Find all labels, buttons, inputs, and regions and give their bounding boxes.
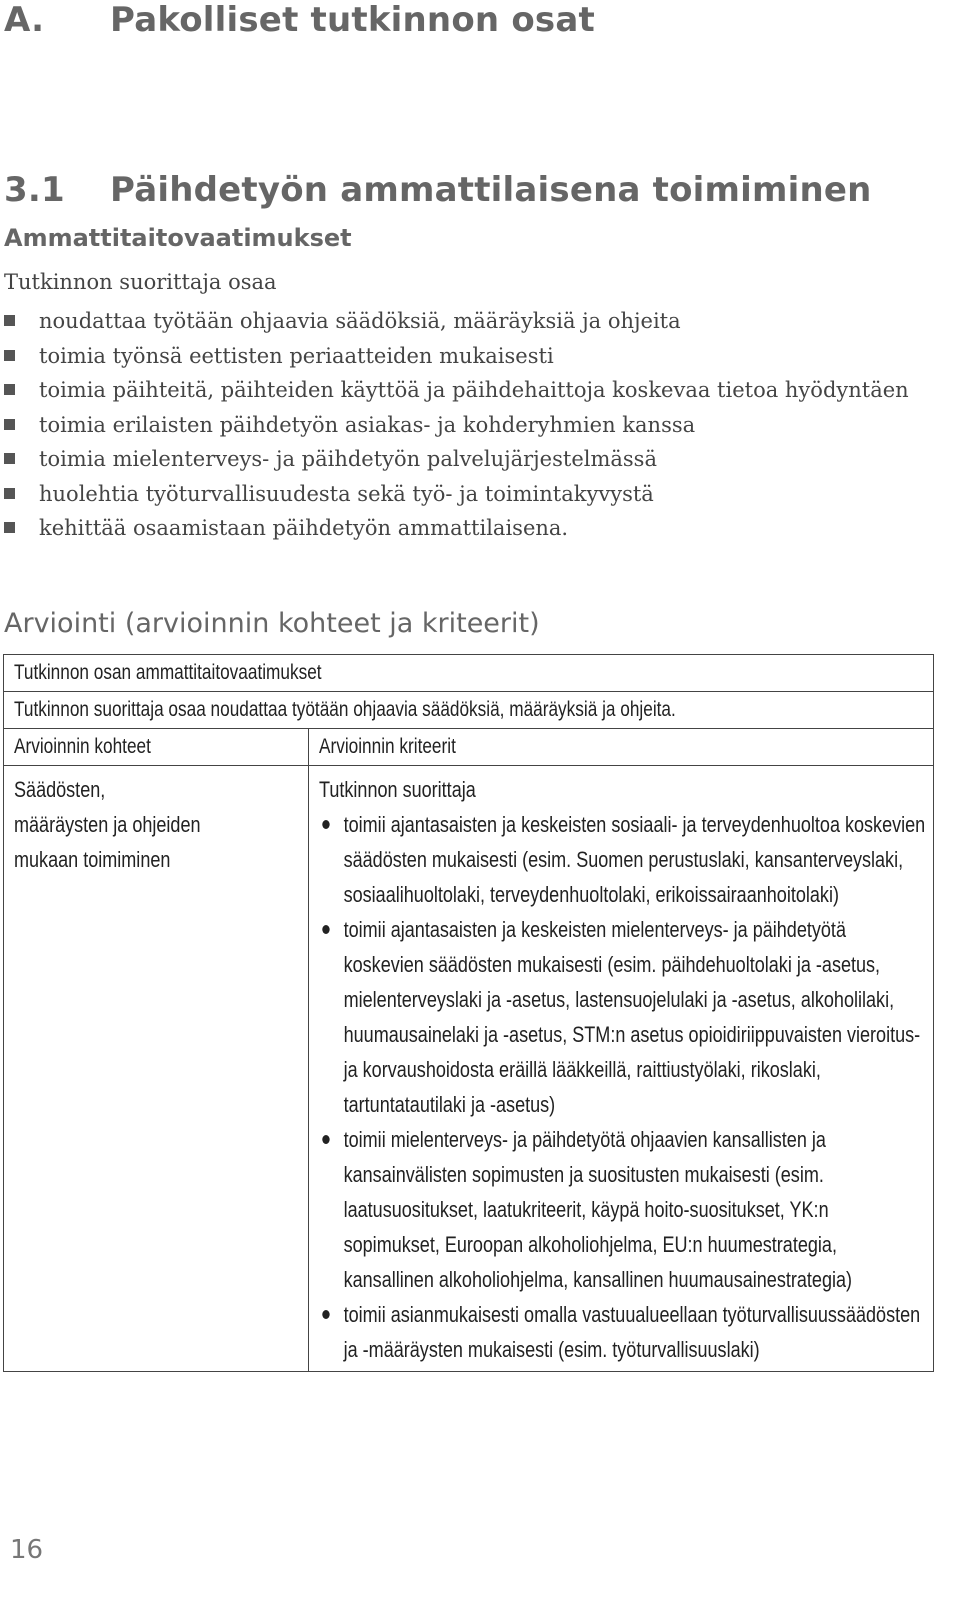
list-item xyxy=(4,477,924,512)
table-title: Tutkinnon osan ammattitaitovaatimukset xyxy=(14,661,322,684)
target-text: Säädösten, määräysten ja ohjeiden mukaan toimiminen xyxy=(14,777,201,872)
square-bullet-icon xyxy=(4,488,15,499)
criteria-cell xyxy=(309,766,934,1372)
table-header-row xyxy=(4,729,934,766)
round-bullet-icon xyxy=(322,1310,329,1319)
list-item xyxy=(4,304,924,339)
round-bullet-icon xyxy=(322,820,329,829)
section-heading xyxy=(4,170,872,210)
list-item xyxy=(4,408,924,443)
section-number: 3.1 xyxy=(4,170,65,210)
list-item-text: toimia päihteitä, päihteiden käyttöä ja päihdehaittoja koskevaa tietoa hyödyntäen xyxy=(39,378,909,402)
list-item-text: toimia mielenterveys- ja päihdetyön palvelujärjestelmässä xyxy=(39,447,657,471)
square-bullet-icon xyxy=(4,315,15,326)
criteria-item xyxy=(319,1297,925,1367)
criteria-item-text: toimii mielenterveys- ja päihdetyötä ohjaavien kansallisten ja kansainvälisten sopimusten ja suositusten mukaisesti (esim. laatusuositukset, laatukriteerit, käypä hoito-suositukset, YK:n sopimukset, Euroopan alkoholiohjelma, EU:n huumestrategia, kansallinen alkoholiohjelma, kansallinen huumausainestrategia) xyxy=(343,1127,853,1292)
square-bullet-icon xyxy=(4,419,15,430)
round-bullet-icon xyxy=(322,1135,329,1144)
criteria-item-text: toimii ajantasaisten ja keskeisten sosiaali- ja terveydenhuoltoa koskevien säädösten mukaisesti (esim. Suomen perustuslaki, kansanterveyslaki, sosiaalihuoltolaki, terveydenhuoltolaki, erikoissairaanhoitolaki) xyxy=(343,812,926,907)
criteria-item xyxy=(319,807,925,912)
criteria-list xyxy=(319,807,925,1367)
part-title: Pakolliset tutkinnon osat xyxy=(110,0,595,40)
requirements-heading: Ammattitaitovaatimukset xyxy=(4,224,352,252)
criteria-item xyxy=(319,912,925,1122)
part-heading xyxy=(4,0,595,40)
column-header-criteria: Arvioinnin kriteerit xyxy=(309,729,934,766)
table-subtitle-row xyxy=(4,692,934,729)
list-item xyxy=(4,511,924,546)
criteria-intro: Tutkinnon suorittaja xyxy=(319,777,476,802)
requirements-intro: Tutkinnon suorittaja osaa xyxy=(4,270,277,294)
round-bullet-icon xyxy=(322,925,329,934)
square-bullet-icon xyxy=(4,350,15,361)
list-item-text: kehittää osaamistaan päihdetyön ammattilaisena. xyxy=(39,516,569,540)
criteria-item-text: toimii ajantasaisten ja keskeisten mielenterveys- ja päihdetyötä koskevien säädösten mukaisesti (esim. päihdehuoltolaki ja -asetus, mielenterveyslaki ja -asetus, lastensuojelulaki ja -asetus, alkoholilaki, huumausainelaki ja -asetus, STM:n asetus opioidiriippuvaisten vieroitus- ja korvaushoidosta eräillä lääkkeillä, raittiustyölaki, rikoslaki, tartuntatautilaki ja -asetus) xyxy=(343,917,921,1117)
table-row xyxy=(4,766,934,1372)
list-item-text: toimia erilaisten päihdetyön asiakas- ja kohderyhmien kanssa xyxy=(39,412,696,437)
column-header-target: Arvioinnin kohteet xyxy=(4,729,309,766)
part-letter: A. xyxy=(4,0,45,40)
square-bullet-icon xyxy=(4,522,15,533)
criteria-item xyxy=(319,1122,925,1297)
square-bullet-icon xyxy=(4,384,15,395)
table-title-cell xyxy=(4,655,934,692)
target-cell xyxy=(4,766,309,1372)
requirements-list xyxy=(4,304,924,546)
table-title-row xyxy=(4,655,934,692)
section-title: Päihdetyön ammattilaisena toimiminen xyxy=(110,170,872,210)
list-item xyxy=(4,373,924,408)
criteria-item-text: toimii asianmukaisesti omalla vastuualueellaan työturvallisuussäädösten ja -määräysten mukaisesti (esim. työturvallisuuslaki) xyxy=(343,1302,921,1362)
table-subtitle-cell xyxy=(4,692,934,729)
list-item xyxy=(4,442,924,477)
list-item xyxy=(4,339,924,374)
square-bullet-icon xyxy=(4,453,15,464)
list-item-text: noudattaa työtään ohjaavia säädöksiä, määräyksiä ja ohjeita xyxy=(39,309,681,333)
list-item-text: toimia työnsä eettisten periaatteiden mukaisesti xyxy=(39,343,554,368)
list-item-text: huolehtia työturvallisuudesta sekä työ- ja toimintakyvystä xyxy=(39,481,654,506)
evaluation-table xyxy=(3,654,934,1372)
table-subtitle: Tutkinnon suorittaja osaa noudattaa työtään ohjaavia säädöksiä, määräyksiä ja ohjeita. xyxy=(14,698,676,721)
evaluation-heading: Arviointi (arvioinnin kohteet ja kriteerit) xyxy=(4,608,540,639)
page-number: 16 xyxy=(10,1535,44,1565)
